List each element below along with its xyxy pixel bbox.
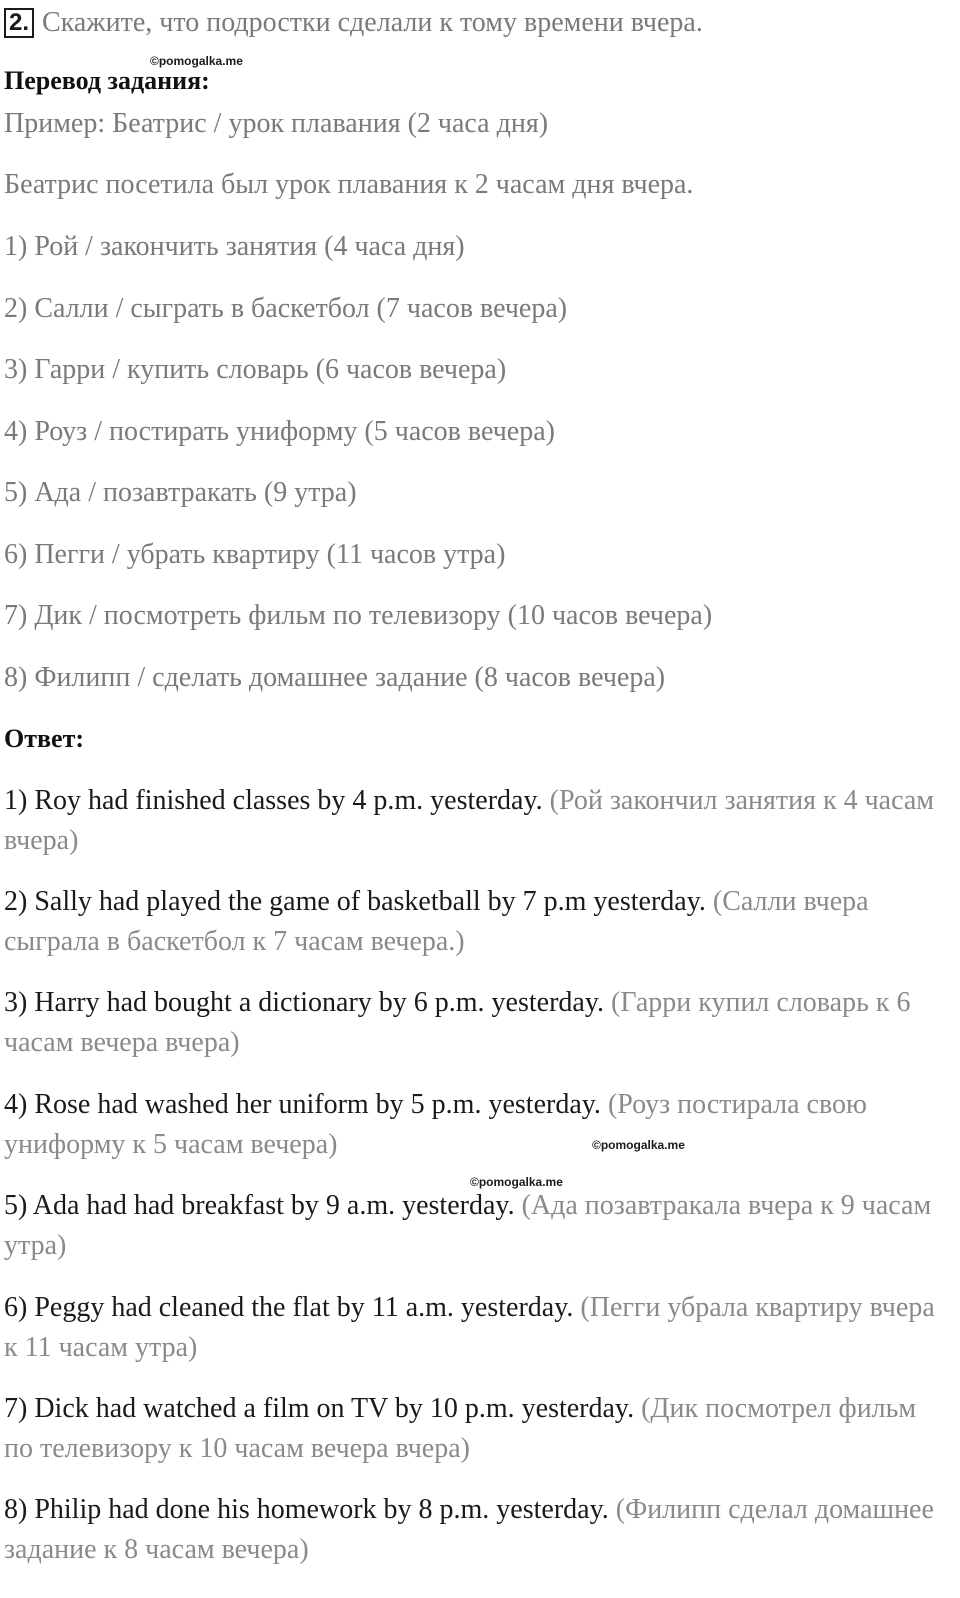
answer-english: 4) Rose had washed her uniform by 5 p.m. yesterday. [4, 1089, 601, 1120]
answer-item [4, 781, 949, 861]
translation-item: 4) Роуз / постирать униформу (5 часов вечера) [4, 416, 555, 447]
answer-item [4, 882, 949, 962]
answer-english: 6) Peggy had cleaned the flat by 11 a.m. yesterday. [4, 1292, 574, 1323]
answer-item [4, 1186, 949, 1266]
task-header [4, 4, 703, 42]
translation-item: 5) Ада / позавтракать (9 утра) [4, 477, 357, 508]
answer-english: 8) Philip had done his homework by 8 p.m. yesterday. [4, 1494, 609, 1525]
answer-english: 2) Sally had played the game of basketball by 7 p.m yesterday. [4, 886, 706, 917]
answer-item [4, 1389, 949, 1469]
answer-item [4, 1490, 949, 1570]
answer-russian: (Гарри купил словарь к 6 часам вечера вчера) [4, 987, 911, 1058]
answer-item [4, 1288, 949, 1368]
answer-english: 3) Harry had bought a dictionary by 6 p.m. yesterday. [4, 987, 605, 1018]
answer-russian: (Ада позавтракала вчера к 9 часам утра) [4, 1190, 932, 1261]
translation-item: 6) Пегги / убрать квартиру (11 часов утра) [4, 539, 506, 570]
task-text: Скажите, что подростки сделали к тому времени вчера. [42, 7, 703, 38]
answer-russian: (Дик посмотрел фильм по телевизору к 10 часам вечера вчера) [4, 1393, 917, 1464]
task-number: 2. [4, 8, 34, 38]
translation-item: 7) Дик / посмотреть фильм по телевизору (10 часов вечера) [4, 600, 713, 631]
watermark: ©pomogalka.me [470, 1175, 563, 1189]
answer-russian: (Пегги убрала квартиру вчера к 11 часам утра) [4, 1292, 935, 1363]
answer-english: 7) Dick had watched a film on TV by 10 p.m. yesterday. [4, 1393, 635, 1424]
answer-item [4, 983, 949, 1063]
watermark: ©pomogalka.me [592, 1138, 685, 1152]
answer-title: Ответ: [4, 724, 85, 753]
answer-item [4, 1085, 949, 1165]
translation-item: 1) Рой / закончить занятия (4 часа дня) [4, 231, 465, 262]
answer-russian: (Филипп сделал домашнее задание к 8 часам вечера) [4, 1494, 934, 1565]
translation-item: 3) Гарри / купить словарь (6 часов вечера) [4, 354, 507, 385]
example-line: Пример: Беатрис / урок плавания (2 часа дня) [4, 108, 549, 139]
translation-item: 2) Салли / сыграть в баскетбол (7 часов вечера) [4, 293, 568, 324]
answer-russian: (Салли вчера сыграла в баскетбол к 7 часам вечера.) [4, 886, 869, 957]
answer-english: 5) Ada had had breakfast by 9 a.m. yesterday. [4, 1190, 515, 1221]
watermark: ©pomogalka.me [150, 54, 243, 68]
answer-russian: (Рой закончил занятия к 4 часам вчера) [4, 785, 934, 856]
answer-english: 1) Roy had finished classes by 4 p.m. yesterday. [4, 785, 543, 816]
answer-russian: (Роуз постирала свою униформу к 5 часам вечера) [4, 1089, 867, 1160]
translation-title: Перевод задания: [4, 66, 210, 95]
example-answer: Беатрис посетила был урок плавания к 2 часам дня вчера. [4, 169, 694, 200]
translation-item: 8) Филипп / сделать домашнее задание (8 часов вечера) [4, 662, 666, 693]
